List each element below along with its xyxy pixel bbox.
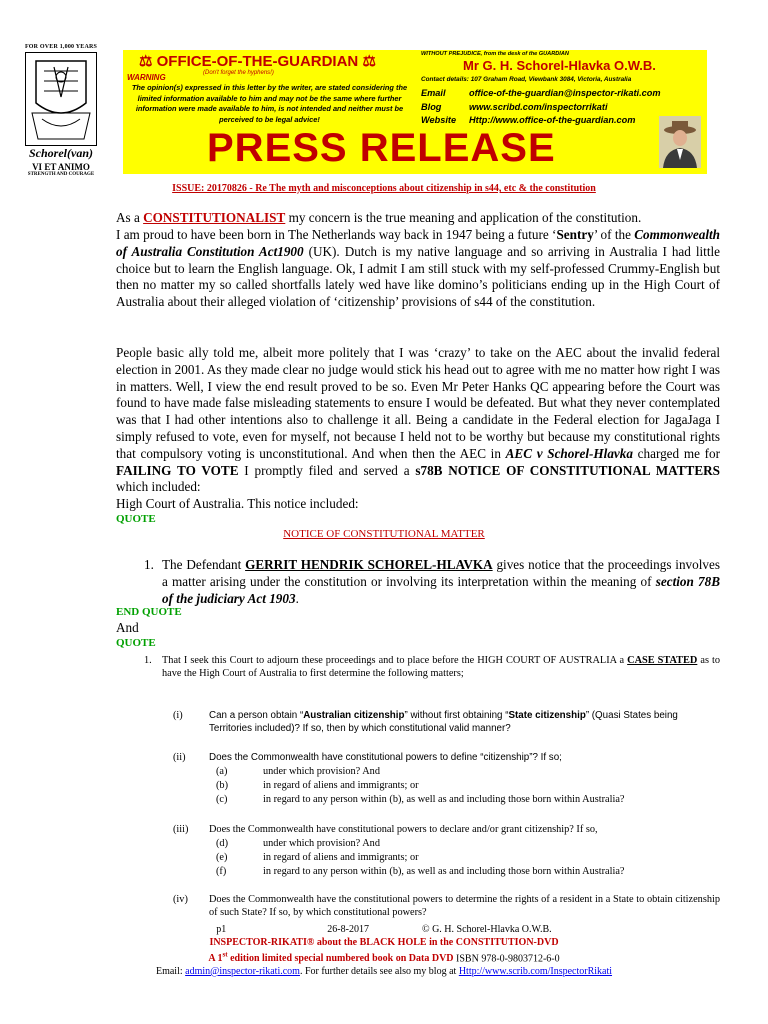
item-1-number: 1.: [144, 557, 154, 572]
footer-line-1: [0, 924, 768, 937]
footer-blog-link[interactable]: Http://www.scrib.com/InspectorRikati: [458, 965, 613, 977]
author-photo: [659, 116, 701, 168]
family-crest-logo: [16, 44, 106, 177]
end-quote-label: END QUOTE: [116, 606, 182, 618]
logo-motto: VI ET ANIMO: [32, 162, 90, 172]
prejudice-note: WITHOUT PREJUDICE, from the desk of the GUARDIAN: [421, 51, 569, 57]
sub-d-number: (d): [216, 838, 229, 849]
paragraph-4: High Court of Australia. This notice included:: [116, 496, 359, 511]
sub-c-number: (c): [216, 794, 228, 805]
sub-b-number: (b): [216, 780, 229, 791]
question-i-number: (i): [173, 710, 183, 721]
email-link[interactable]: office-of-the-guardian@inspector-rikati.com: [469, 88, 661, 98]
office-title: ⚖ OFFICE-OF-THE-GUARDIAN ⚖: [139, 53, 376, 70]
question-i-text: Can a person obtain “Australian citizenship” without first obtaining “State citizenship” (Quasi States being Territories included)? If so, then by which constitutional valid manner?: [209, 710, 678, 734]
blog-label: Blog: [421, 101, 442, 112]
footer-copyright: © G. H. Schorel-Hlavka O.W.B.: [421, 924, 552, 935]
warning-text: The opinion(s) expressed in this letter by the writer, are stated considering the limited information available to him and may not be the same where further information were made available to him, is not intended and neither must be perceived to be legal advice!: [131, 83, 408, 124]
question-iii-number: (iii): [173, 824, 189, 835]
logo-word: Schorel(van): [29, 146, 93, 160]
page-number: p1: [216, 924, 227, 935]
sub-f-text: in regard to any person within (b), as well as and including those born within Australia?: [263, 866, 625, 877]
website-link[interactable]: Http://www.office-of-the-guardian.com: [469, 115, 636, 125]
sub-e-number: (e): [216, 852, 228, 863]
sub-c-text: in regard to any person within (b), as well as and including those born within Australia?: [263, 794, 625, 805]
author-name: Mr G. H. Schorel-Hlavka O.W.B.: [463, 58, 656, 73]
email-label: Email: [421, 88, 446, 98]
paragraph-2: I am proud to have been born in The Netherlands way back in 1947 being a future ‘Sentry’ of the Commonwealth of Australia Constitution Act1900 (UK). Dutch is my native language and so arriving in Australia I had little choice but to learn the English language. Ok, I admit I am still stuck with my self-professed Crummy-English but then no matter my so called shortfalls lately wed have like domino’s politicians ending up in the High Court of Australia about their alleged violation of ‘citizenship’ provisions of s44 of the constitution.: [116, 227, 720, 310]
scales-icon: ⚖: [358, 53, 376, 70]
question-iv-text: Does the Commonwealth have the constitutional powers to determine the rights of a resident in a State to obtain citizenship of such State? If so, by which constitutional powers?: [209, 894, 720, 918]
sub-a-number: (a): [216, 766, 228, 777]
question-ii-text: Does the Commonwealth have constitutional powers to define “citizenship”? If so;: [209, 752, 562, 763]
page-footer: [0, 924, 768, 978]
contact-line: Email: admin@inspector-rikati.com. For further details see also my blog at Http://www.scrib.com/InspectorRikati: [155, 965, 613, 977]
sub-a-text: under which provision? And: [263, 766, 380, 777]
issue-line: ISSUE: 20170826 - Re The myth and misconceptions about citizenship in s44, etc & the constitution: [172, 183, 596, 194]
question-ii-number: (ii): [173, 752, 186, 763]
blog-link[interactable]: www.scribd.com/inspectorrikati: [469, 101, 608, 112]
question-iv-number: (iv): [173, 894, 188, 905]
contact-details: Contact details: 107 Graham Road, Viewbank 3084, Victoria, Australia: [421, 76, 632, 83]
logo-top-text: FOR OVER 1,000 YEARS: [24, 44, 98, 50]
footer-date: 26-8-2017: [327, 924, 369, 935]
footer-email-link[interactable]: admin@inspector-rikati.com: [185, 965, 300, 977]
item-1-text: The Defendant GERRIT HENDRIK SCHOREL-HLAVKA gives notice that the proceedings involves a matter arising under the constitution or involving its interpretation within the meaning of section 78B of the judiciary Act 1903.: [162, 557, 721, 606]
sub-e-text: in regard of aliens and immigrants; or: [263, 852, 419, 863]
and-text: And: [116, 620, 139, 635]
contact-links: [421, 87, 661, 128]
sub-d-text: under which provision? And: [263, 838, 380, 849]
sub-b-text: in regard of aliens and immigrants; or: [263, 780, 419, 791]
edition-line: A 1st edition limited special numbered book on Data DVD ISBN 978-0-9803712-6-0: [208, 951, 560, 965]
hyphens-hint: (Don't forget the hyphens!): [203, 70, 274, 76]
warning-label: WARNING: [127, 73, 166, 82]
question-iii-text: Does the Commonwealth have constitutional powers to declare and/or grant citizenship? If so,: [209, 824, 598, 835]
notice-title: NOTICE OF CONSTITUTIONAL MATTER: [283, 528, 485, 540]
quote-label-2: QUOTE: [116, 637, 156, 649]
case-stated-text: That I seek this Court to adjourn these proceedings and to place before the HIGH COURT OF AUSTRALIA a CASE STATED as to have the High Court of Australia to first determine the following matters;: [162, 655, 720, 679]
website-label: Website: [421, 115, 457, 125]
press-release-title: PRESS RELEASE: [207, 126, 556, 170]
dvd-title: INSPECTOR-RIKATI® about the BLACK HOLE in the CONSTITUTION-DVD: [209, 936, 559, 948]
scales-icon: ⚖: [139, 53, 157, 70]
paragraph-3: People basic ally told me, albeit more politely that I was ‘crazy’ to take on the AEC about the invalid federal election in 2001. As they made clear no judge would stick his head out to agree with me no matter how right I was in matters. Well, I view the end result proved to be so. Even Mr Peter Hanks QC appearing before the Court was found to have made false misleading statements to ensure I would be defeated. But what they never contemplated was that I had other intentions also to challenge it all. Being a candidate in the Federal election for JagaJaga I simply refused to vote, even for myself, not because I held not to be worthy but because my constitutional rights that compulsory voting is unconstitutional. And when then the AEC in AEC v Schorel-Hlavka charged me for FAILING TO VOTE I promptly filed and served a s78B NOTICE OF CONSTITUTIONAL MATTERS which included:: [116, 345, 720, 495]
paragraph-1: As a CONSTITUTIONALIST my concern is the true meaning and application of the constitution.: [116, 210, 642, 225]
case-item-number: 1.: [144, 655, 152, 666]
sub-f-number: (f): [216, 866, 227, 877]
logo-subtitle: STRENGTH AND COURAGE: [27, 172, 95, 177]
crest-emblem-icon: [25, 52, 97, 146]
header-banner: [123, 50, 707, 174]
constitutionalist-term: CONSTITUTIONALIST: [143, 210, 286, 225]
quote-label: QUOTE: [116, 513, 156, 525]
